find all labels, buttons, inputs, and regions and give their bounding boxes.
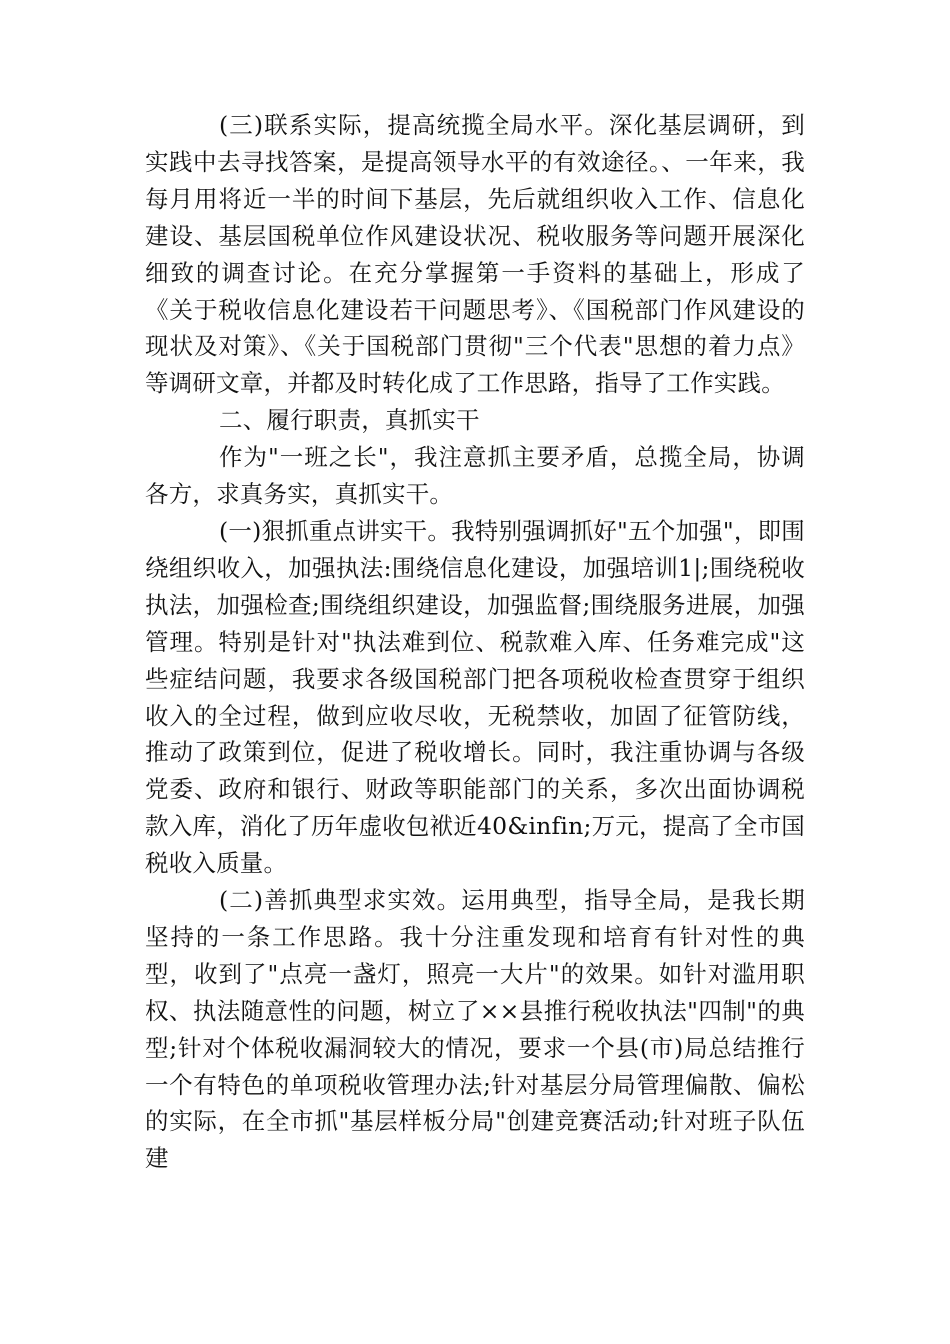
paragraph-key-points: (一)狠抓重点讲实干。我特别强调抓好"五个加强"，即围绕组织收入，加强执法:围绕信息化建设，加强培训1|;围绕税收执法，加强检查;围绕组织建设，加强监督;围绕服务进展，加强管理。特别是针对"执法难到位、税款难入库、任务难完成"这些症结问题，我要求各级国税部门把各项税收检查贯穿于组织收入的全过程，做到应收尽收，无税禁收，加固了征管防线，推动了政策到位，促进了税收增长。同时，我注重协调与各级党委、政府和银行、财政等职能部门的关系，多次出面协调税款入库，消化了历年虚收包袱近40&infin;万元，提高了全市国税收入质量。 — [145, 516, 805, 878]
section-heading-duties: 二、履行职责，真抓实干 — [219, 406, 480, 435]
document-page — [145, 107, 805, 1177]
paragraph-investigation: (三)联系实际，提高统揽全局水平。深化基层调研，到实践中去寻找答案，是提高领导水平的有效途径。、一年来，我每月用将近一半的时间下基层，先后就组织收入工作、信息化建设、基层国税单位作风建设状况、税收服务等问题开展深化细致的调查讨论。在充分掌握第一手资料的基础上，形成了《关于税收信息化建设若干问题思考》、《国税部门作风建设的现状及对策》、《关于国税部门贯彻"三个代表"思想的着力点》等调研文章，并都及时转化成了工作思路，指导了工作实践。 — [145, 111, 805, 398]
paragraph-models: (二)善抓典型求实效。运用典型，指导全局，是我长期坚持的一条工作思路。我十分注重发现和培育有针对性的典型，收到了"点亮一盏灯，照亮一大片"的效果。如针对滥用职权、执法随意性的问题，树立了××县推行税收执法"四制"的典型;针对个体税收漏洞较大的情况，要求一个县(市)局总结推行一个有特色的单项税收管理办法;针对基层分局管理偏散、偏松的实际，在全市抓"基层样板分局"创建竞赛活动;针对班子队伍建 — [145, 886, 805, 1173]
paragraph-leader: 作为"一班之长"，我注意抓主要矛盾，总揽全局，协调各方，求真务实，真抓实干。 — [145, 443, 805, 509]
